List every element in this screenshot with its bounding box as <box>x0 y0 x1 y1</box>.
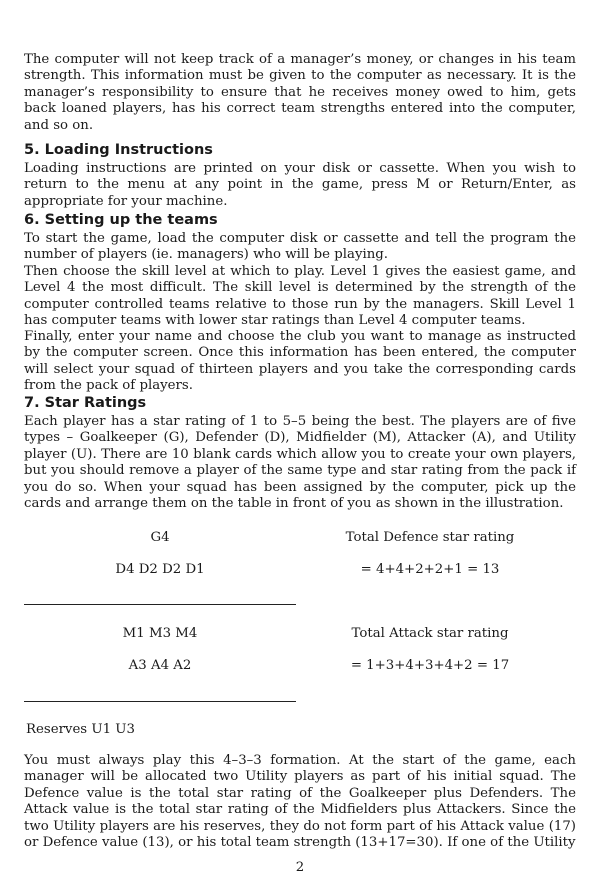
attacker-cards: A3 A4 A2 <box>128 658 192 673</box>
page-number: 2 <box>295 860 305 875</box>
defence-rating-label: Total Defence star rating <box>345 530 515 545</box>
attack-rating-sum: = 1+3+4+3+4+2 = 17 <box>350 658 510 673</box>
section-6-heading: 6. Setting up the teams <box>24 212 218 228</box>
reserves-cards: Reserves U1 U3 <box>26 722 135 737</box>
defence-rating-sum: = 4+4+2+2+1 = 13 <box>360 562 500 577</box>
intro-paragraph: The computer will not keep track of a manager’s money, or changes in his team strength. This information must be given to the computer as necessary. It is the manager’s responsibility to ensure that he receives money owed to him, gets back loaned players, has his correct team strengths entered into the computer, and so on. <box>24 52 576 133</box>
section-7-body: Each player has a star rating of 1 to 5–5 being the best. The players are of five types – Goalkeeper (G), Defender (D), Midfielder (M), Attacker (A), and Utility player (U). There are 10 blank cards which allow you to create your own players, but you should remove a player of the same type and star rating from the pack if you do so. When your squad has been assigned by the computer, pick up the cards and arrange them on the table in front of you as shown in the illustration. <box>24 414 576 512</box>
section-6-paragraph-1: To start the game, load the computer disk or cassette and tell the program the number of players (ie. managers) who will be playing. <box>24 231 576 263</box>
divider-line <box>24 604 296 605</box>
goalkeeper-cards: G4 <box>150 530 170 545</box>
section-6-paragraph-3: Finally, enter your name and choose the club you want to manage as instructed by the computer screen. Once this information has been entered, the computer will select your squad of thirteen players and you take the corresponding cards from the pack of players. <box>24 329 576 394</box>
section-5-body: Loading instructions are printed on your disk or cassette. When you wish to return to the menu at any point in the game, press M or Return/Enter, as appropriate for your machine. <box>24 161 576 209</box>
divider-line <box>24 701 296 702</box>
defender-cards: D4 D2 D2 D1 <box>115 562 205 577</box>
section-6-paragraph-2: Then choose the skill level at which to play. Level 1 gives the easiest game, and Level 4 the most difficult. The skill level is determined by the strength of the computer controlled teams relative to those run by the managers. Skill Level 1 has computer teams with lower star ratings than Level 4 computer teams. <box>24 264 576 329</box>
section-7-heading: 7. Star Ratings <box>24 395 147 411</box>
midfielder-cards: M1 M3 M4 <box>122 626 198 641</box>
attack-rating-label: Total Attack star rating <box>351 626 509 641</box>
section-5-heading: 5. Loading Instructions <box>24 142 213 158</box>
closing-paragraph: You must always play this 4–3–3 formation. At the start of the game, each manager will be allocated two Utility players as part of his initial squad. The Defence value is the total star rating of the Goalkeeper plus Defenders. The Attack value is the total star rating of the Midfielders plus Attackers. Since the two Utility players are his reserves, they do not form part of his Attack value (17) or Defence value (13), or his total team strength (13+17=30). If one of the Utility <box>24 753 576 851</box>
